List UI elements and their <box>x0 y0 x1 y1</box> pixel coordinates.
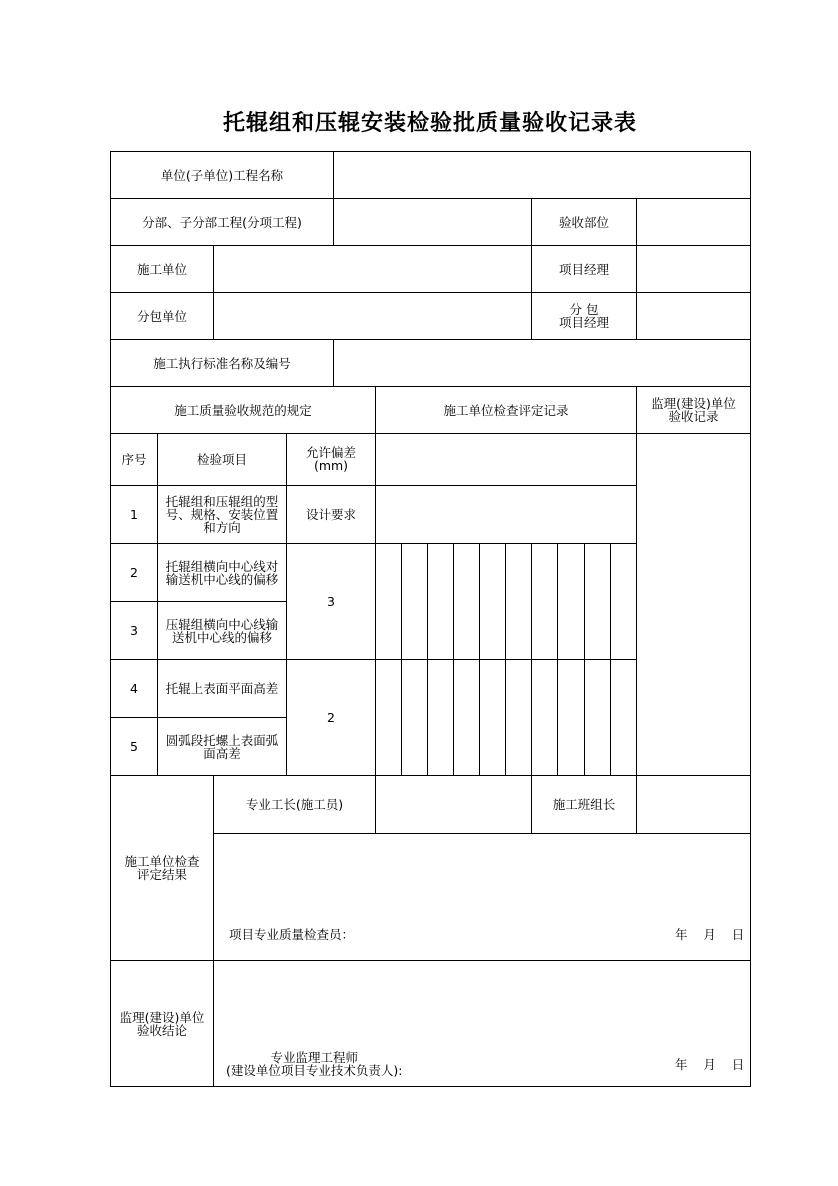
label-text: 施工执行标准名称及编号 <box>153 355 291 371</box>
measurement-cell[interactable] <box>505 659 532 776</box>
section-text: 施工质量验收规范的规定 <box>174 402 312 418</box>
col-header-allowance <box>286 433 376 486</box>
item-allowance <box>286 659 376 776</box>
measurement-cell[interactable] <box>453 659 480 776</box>
section-supervision-record <box>636 386 751 434</box>
col-header-item <box>157 433 287 486</box>
section-text: 监理(建设)单位 验收记录 <box>651 396 736 424</box>
item-name <box>157 659 287 718</box>
item-record-field[interactable] <box>375 485 637 544</box>
measurement-cell[interactable] <box>427 659 454 776</box>
label-text: 施工单位检查 评定结果 <box>124 854 200 882</box>
measurement-cell[interactable] <box>557 543 585 660</box>
measurement-cell[interactable] <box>479 543 506 660</box>
measurement-cell[interactable] <box>557 659 585 776</box>
item-no <box>110 485 158 544</box>
label-subcontract-manager <box>531 292 637 340</box>
item-allowance-text: 2 <box>327 710 335 725</box>
supervision-record-field[interactable] <box>636 433 751 776</box>
measurement-cell[interactable] <box>479 659 506 776</box>
field-foreman[interactable] <box>375 775 532 834</box>
item-allowance <box>286 485 376 544</box>
field-standard-name[interactable] <box>333 339 751 387</box>
header-text: 允许偏差 (mm) <box>305 445 356 473</box>
field-sub-project[interactable] <box>333 198 532 246</box>
measurement-cell[interactable] <box>401 543 428 660</box>
item-name <box>157 601 287 660</box>
header-text: 检验项目 <box>196 452 247 467</box>
supervisor-label: 专业监理工程师 (建设单位项目专业技术负责人): <box>226 1050 403 1078</box>
item-no <box>110 659 158 718</box>
label-text: 验收部位 <box>558 214 609 230</box>
label-text: 分 包 项目经理 <box>558 302 609 330</box>
item-allowance-text: 设计要求 <box>305 507 356 522</box>
construction-record-blank[interactable] <box>375 433 637 486</box>
item-no-text: 3 <box>130 623 138 638</box>
label-text: 分部、子分部工程(分项工程) <box>142 214 302 230</box>
page-title: 托辊组和压辊安装检验批质量验收记录表 <box>222 111 637 136</box>
label-subcontract-unit <box>110 292 214 340</box>
item-name <box>157 543 287 602</box>
item-name <box>157 717 287 776</box>
label-foreman <box>213 775 376 834</box>
label-sub-project <box>110 198 334 246</box>
item-no <box>110 543 158 602</box>
header-text: 序号 <box>121 452 147 467</box>
item-name-text: 托辊组和压辊组的型 号、规格、安装位置 和方向 <box>165 494 279 535</box>
measurement-cell[interactable] <box>584 659 611 776</box>
measurement-cell[interactable] <box>610 659 637 776</box>
measurement-cell[interactable] <box>453 543 480 660</box>
label-acceptance-part <box>531 198 637 246</box>
field-project-manager[interactable] <box>636 245 751 293</box>
section-spec <box>110 386 376 434</box>
field-construction-unit[interactable] <box>213 245 532 293</box>
measurement-cell[interactable] <box>610 543 637 660</box>
label-text: 分包单位 <box>136 308 187 324</box>
measurement-cell[interactable] <box>401 659 428 776</box>
item-allowance-text: 3 <box>327 594 335 609</box>
field-subcontract-manager[interactable] <box>636 292 751 340</box>
section-construction-record <box>375 386 637 434</box>
item-name <box>157 485 287 544</box>
date-2: 年 月 日 <box>675 1057 745 1072</box>
label-project-manager <box>531 245 637 293</box>
section-text: 施工单位检查评定记录 <box>443 402 569 418</box>
field-acceptance-part[interactable] <box>636 198 751 246</box>
date-1: 年 月 日 <box>675 927 745 942</box>
measurement-cell[interactable] <box>375 659 402 776</box>
label-standard-name <box>110 339 334 387</box>
label-team-leader <box>531 775 637 834</box>
item-no <box>110 717 158 776</box>
measurement-cell[interactable] <box>584 543 611 660</box>
item-no-text: 2 <box>130 565 138 580</box>
label-construction-unit <box>110 245 214 293</box>
measurement-cell[interactable] <box>427 543 454 660</box>
measurement-cell[interactable] <box>375 543 402 660</box>
item-allowance <box>286 543 376 660</box>
measurement-cell[interactable] <box>531 659 558 776</box>
item-no-text: 5 <box>130 739 138 754</box>
label-construction-result <box>110 775 214 961</box>
label-text: 单位(子单位)工程名称 <box>160 167 284 183</box>
measurement-cell[interactable] <box>505 543 532 660</box>
item-name-text: 托辊组横向中心线对 输送机中心线的偏移 <box>165 558 279 587</box>
col-header-no <box>110 433 158 486</box>
label-text: 监理(建设)单位 验收结论 <box>119 1009 205 1038</box>
measurement-cell[interactable] <box>531 543 558 660</box>
field-subcontract-unit[interactable] <box>213 292 532 340</box>
label-supervision-conclusion <box>110 960 214 1087</box>
item-name-text: 压辊组横向中心线输 送机中心线的偏移 <box>165 616 279 645</box>
label-text: 施工单位 <box>136 261 187 277</box>
item-name-text: 托辊上表面平面高差 <box>165 681 279 696</box>
field-team-leader[interactable] <box>636 775 751 834</box>
field-unit-project-name[interactable] <box>333 151 751 199</box>
label-text: 专业工长(施工员) <box>245 797 344 812</box>
label-unit-project-name <box>110 151 334 199</box>
label-text: 项目经理 <box>558 261 609 277</box>
label-text: 施工班组长 <box>552 797 616 812</box>
item-no <box>110 601 158 660</box>
quality-inspector-label: 项目专业质量检查员： <box>229 927 355 942</box>
item-no-text: 4 <box>130 681 138 696</box>
item-name-text: 圆弧段托螺上表面弧 面高差 <box>165 732 279 761</box>
item-no-text: 1 <box>130 507 138 522</box>
